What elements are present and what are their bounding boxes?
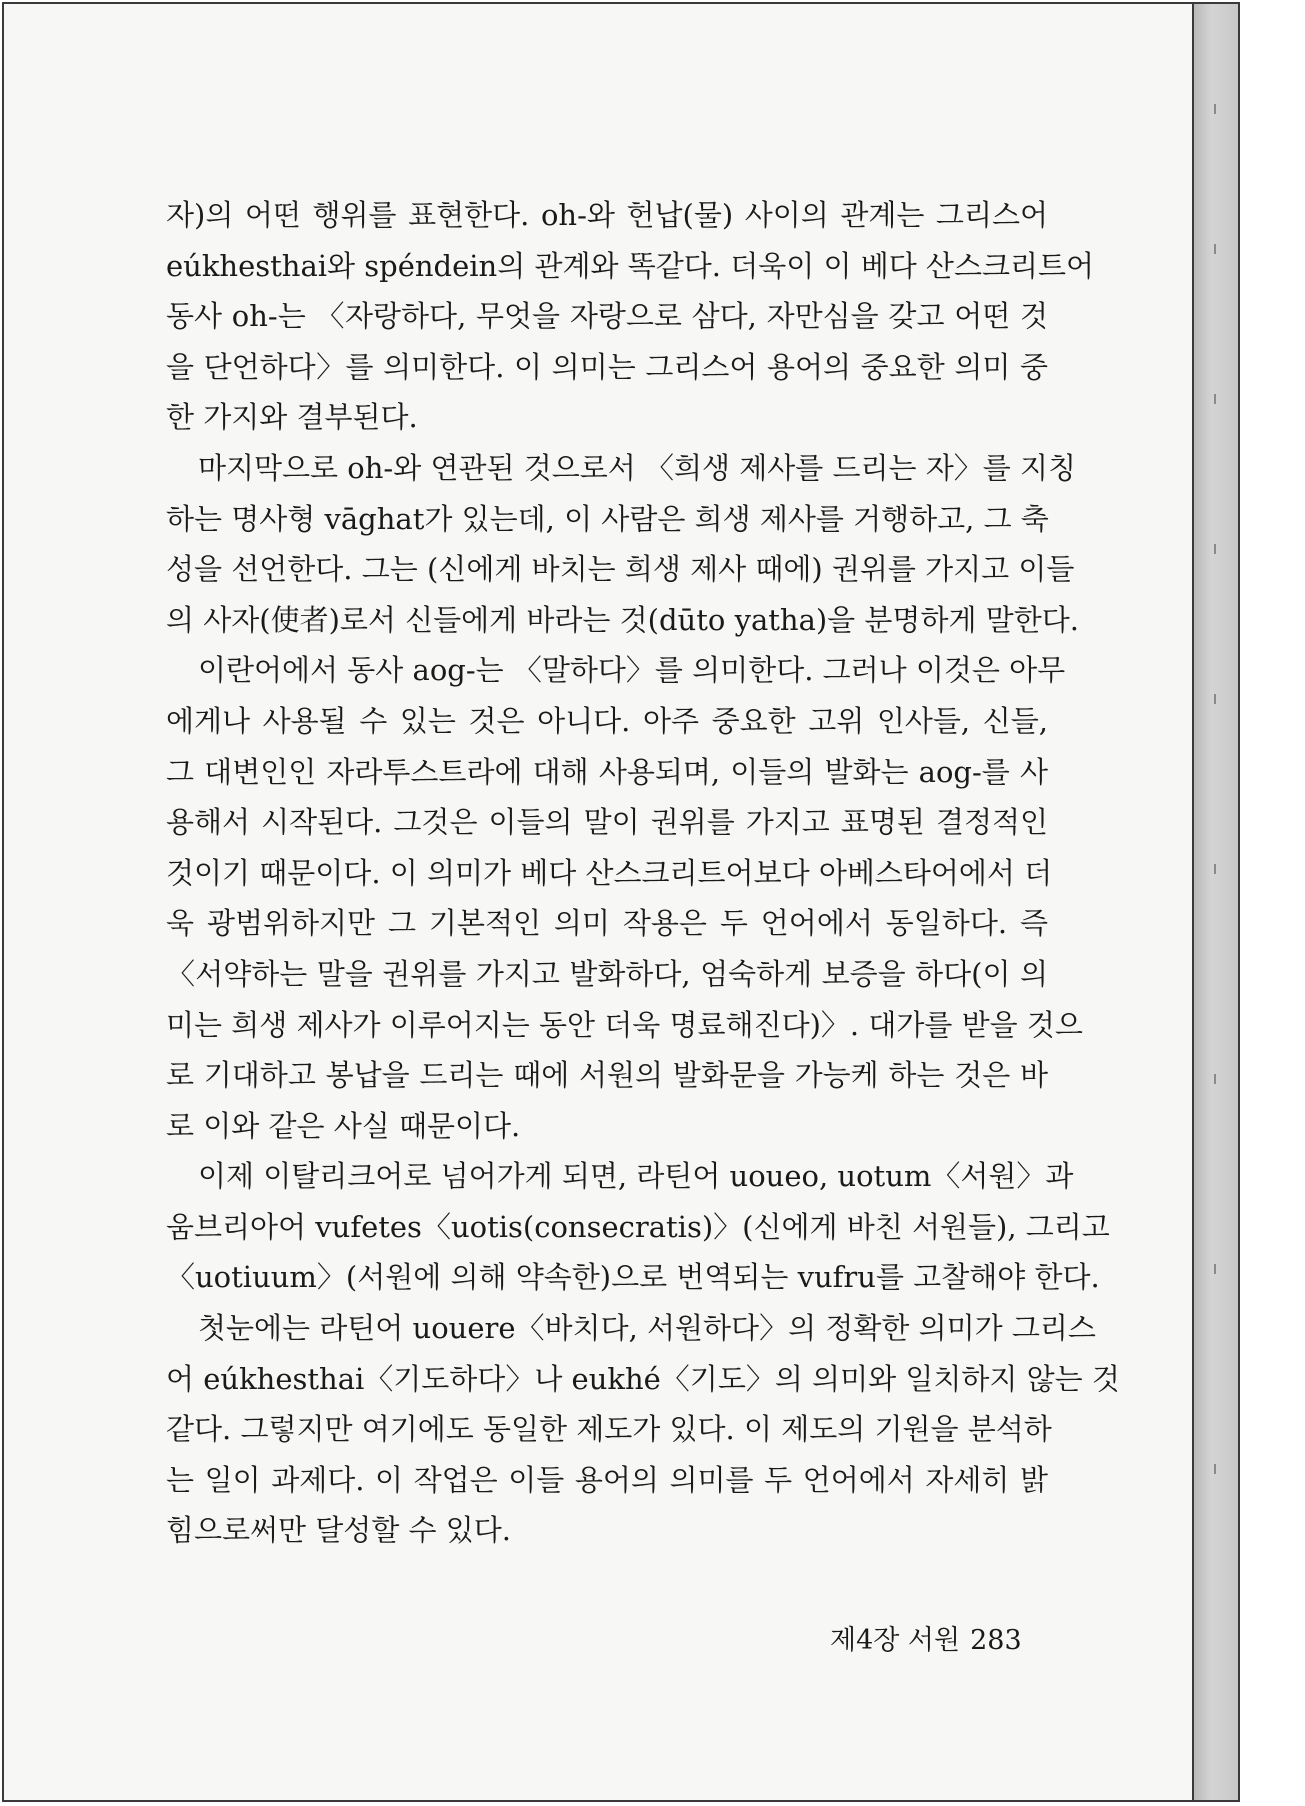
text-line: 같다. 그렇지만 여기에도 동일한 제도가 있다. 이 제도의 기원을 분석하 — [166, 1412, 1052, 1447]
edge-mark — [1214, 544, 1216, 554]
text-line: 〈서약하는 말을 권위를 가지고 발화하다, 엄숙하게 보증을 하다(이 의 — [166, 956, 1048, 991]
text-line: 미는 희생 제사가 이루어지는 동안 더욱 명료해진다)〉. 대가를 받을 것으 — [166, 1007, 1083, 1042]
text-line: 성을 선언한다. 그는 (신에게 바치는 희생 제사 때에) 권위를 가지고 이들 — [166, 552, 1075, 587]
text-line: 마지막으로 oh-와 연관된 것으로서 〈희생 제사를 드리는 자〉를 지칭 — [198, 450, 1077, 485]
page-stack-edge — [1194, 2, 1240, 1802]
edge-mark — [1214, 244, 1216, 254]
edge-mark — [1214, 1464, 1216, 1474]
text-line: 그 대변인인 자라투스트라에 대해 사용되며, 이들의 발화는 aog-를 사 — [166, 754, 1048, 789]
body-text — [166, 190, 1120, 1556]
text-line: 로 기대하고 봉납을 드리는 때에 서원의 발화문을 가능케 하는 것은 바 — [166, 1058, 1048, 1093]
text-line: 것이기 때문이다. 이 의미가 베다 산스크리트어보다 아베스타어에서 더 — [166, 855, 1053, 890]
paragraph — [166, 443, 1079, 645]
text-line: 자)의 어떤 행위를 표현한다. oh-와 헌납(물) 사이의 관계는 그리스어 — [166, 198, 1048, 232]
paragraph — [166, 1303, 1120, 1556]
edge-mark — [1214, 694, 1216, 704]
text-line: 움브리아어 vufetes〈uotis(consecratis)〉(신에게 바친 서원들), 그리고 — [166, 1209, 1110, 1244]
text-line: 에게나 사용될 수 있는 것은 아니다. 아주 중요한 고위 인사들, 신들, — [166, 703, 1048, 738]
paragraph — [166, 190, 1095, 443]
paragraph — [166, 645, 1083, 1151]
text-line: 〈uotiuum〉(서원에 의해 약속한)으로 번역되는 vufru를 고찰해야 한다. — [166, 1260, 1100, 1295]
edge-mark — [1214, 394, 1216, 404]
text-line: 첫눈에는 라틴어 uouere〈바치다, 서원하다〉의 정확한 의미가 그리스 — [198, 1311, 1096, 1346]
text-line: 힘으로써만 달성할 수 있다. — [166, 1513, 512, 1548]
text-line: 로 이와 같은 사실 때문이다. — [166, 1108, 521, 1143]
text-line: 의 사자(使者)로서 신들에게 바라는 것(dūto yatha)을 분명하게 말한다. — [166, 602, 1079, 637]
text-line: 이제 이탈리크어로 넘어가게 되면, 라틴어 uoueo, uotum〈서원〉과 — [198, 1159, 1074, 1194]
edge-mark — [1214, 1264, 1216, 1274]
edge-mark — [1214, 864, 1216, 874]
text-line: 한 가지와 결부된다. — [166, 400, 418, 435]
text-line: 을 단언하다〉를 의미한다. 이 의미는 그리스어 용어의 중요한 의미 중 — [166, 349, 1048, 384]
text-line: 어 eúkhesthai〈기도하다〉나 eukhé〈기도〉의 의미와 일치하지 않는 것 — [166, 1361, 1120, 1396]
text-line: 는 일이 과제다. 이 작업은 이들 용어의 의미를 두 언어에서 자세히 밝 — [166, 1462, 1048, 1497]
text-line: 욱 광범위하지만 그 기본적인 의미 작용은 두 언어에서 동일하다. 즉 — [166, 906, 1048, 941]
edge-mark — [1214, 1074, 1216, 1084]
edge-mark — [1214, 104, 1216, 114]
paragraph — [166, 1151, 1110, 1303]
text-line: 이란어에서 동사 aog-는 〈말하다〉를 의미한다. 그러나 이것은 아무 — [198, 653, 1066, 688]
text-line: 용해서 시작된다. 그것은 이들의 말이 권위를 가지고 표명된 결정적인 — [166, 805, 1048, 840]
text-line: eúkhesthai와 spéndein의 관계와 똑같다. 더욱이 이 베다 산스크리트어 — [166, 248, 1095, 283]
text-line: 하는 명사형 vāghat가 있는데, 이 사람은 희생 제사를 거행하고, 그 축 — [166, 501, 1049, 536]
page-footer — [820, 1618, 1020, 1657]
page-number: 283 — [970, 1625, 1022, 1656]
text-line: 동사 oh-는 〈자랑하다, 무엇을 자랑으로 삼다, 자만심을 갖고 어떤 것 — [166, 299, 1048, 334]
chapter-title: 제4장 서원 — [830, 1625, 961, 1656]
